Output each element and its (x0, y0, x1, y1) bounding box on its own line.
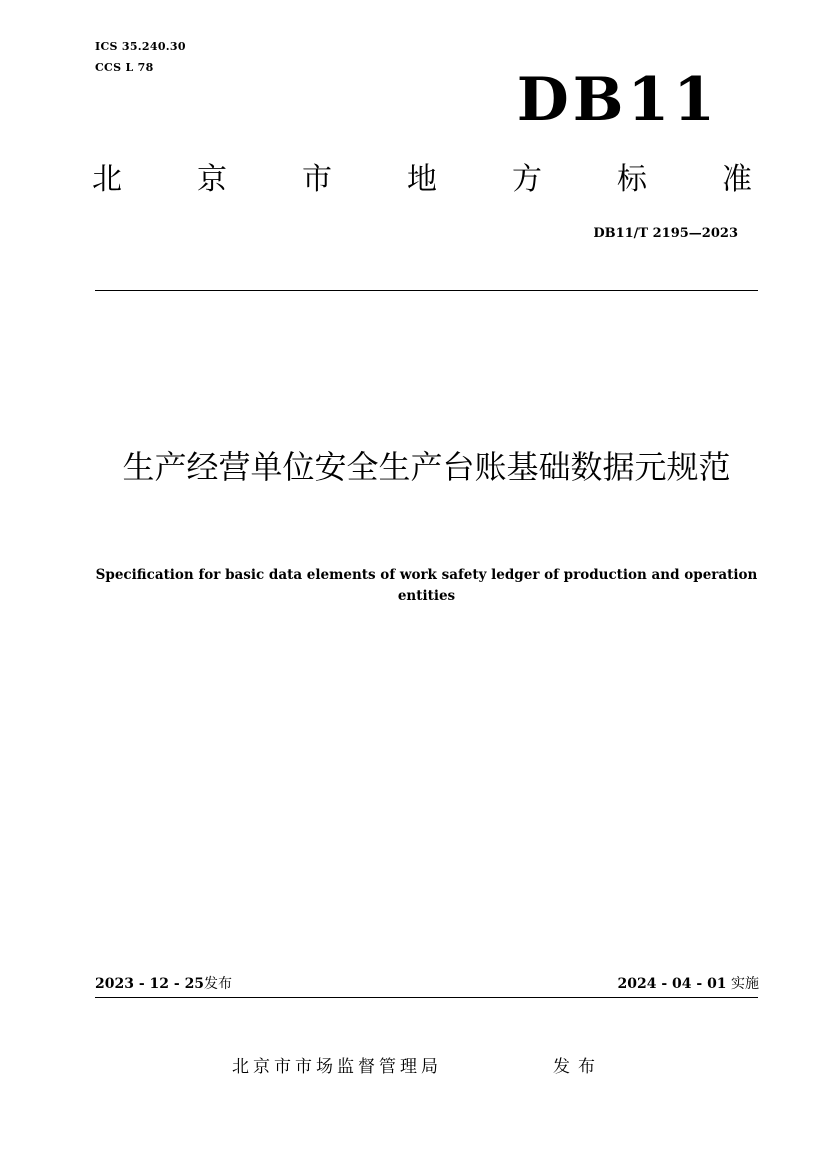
db11-logo: DB11 (516, 65, 719, 135)
ics-code: ICS 35.240.30 (95, 40, 186, 53)
standard-type-char: 标 (617, 162, 647, 197)
implementation-date (618, 975, 760, 993)
english-title: Specification for basic data elements of work safety ledger of production and operation entities (95, 567, 758, 604)
standard-type-title (92, 160, 752, 200)
issue-date (95, 975, 232, 993)
standard-type-char: 准 (722, 162, 752, 197)
standard-type-char: 市 (302, 162, 332, 197)
standard-type-char: 京 (197, 162, 227, 197)
bottom-divider (95, 997, 758, 998)
top-divider (95, 290, 758, 291)
ccs-code: CCS L 78 (95, 61, 154, 74)
implementation-date-value: 2024 - 04 - 01 (617, 976, 727, 992)
standard-number: DB11/T 2195—2023 (593, 226, 738, 241)
standard-type-char: 地 (407, 162, 437, 197)
issue-date-value: 2023 - 12 - 25 (95, 976, 205, 992)
implementation-label: 实施 (731, 976, 759, 992)
standard-type-char: 北 (92, 162, 122, 197)
issue-label: 发布 (204, 976, 233, 992)
chinese-title: 生产经营单位安全生产台账基础数据元规范 (122, 448, 731, 486)
standard-type-char: 方 (512, 162, 542, 197)
publish-label: 发布 (553, 1057, 603, 1077)
publisher: 北京市市场监督管理局 (232, 1057, 442, 1077)
